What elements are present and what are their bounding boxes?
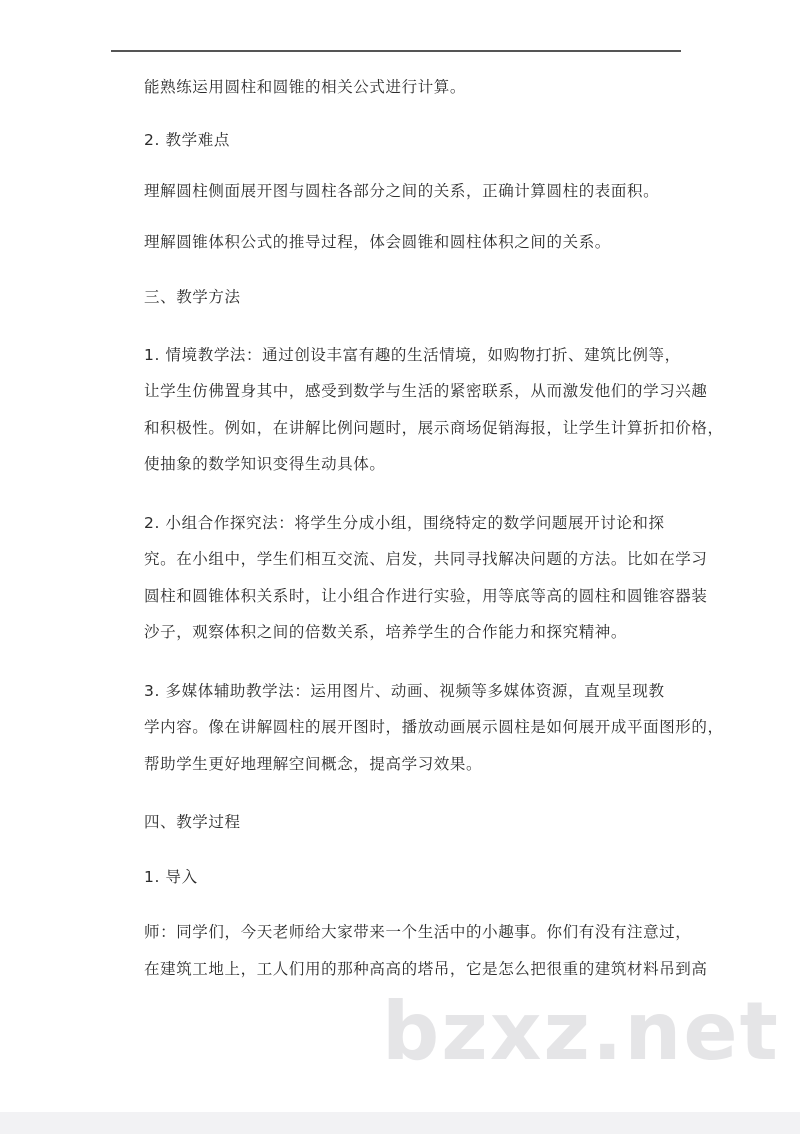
paragraph-line: 圆柱和圆锥体积关系时，让小组合作进行实验，用等底等高的圆柱和圆锥容器装 xyxy=(144,587,708,605)
header-rule xyxy=(111,50,681,52)
section-heading: 三、教学方法 xyxy=(144,288,241,306)
paragraph-line: 究。在小组中，学生们相互交流、启发，共同寻找解决问题的方法。比如在学习 xyxy=(144,550,708,568)
paragraph-line: 1. 情境教学法：通过创设丰富有趣的生活情境，如购物打折、建筑比例等， xyxy=(144,346,681,364)
paragraph-line: 在建筑工地上，工人们用的那种高高的塔吊，它是怎么把很重的建筑材料吊到高 xyxy=(144,960,708,978)
paragraph-line: 使抽象的数学知识变得生动具体。 xyxy=(144,455,386,473)
paragraph-line: 理解圆锥体积公式的推导过程，体会圆锥和圆柱体积之间的关系。 xyxy=(144,233,611,251)
paragraph-line: 学内容。像在讲解圆柱的展开图时，播放动画展示圆柱是如何展开成平面图形的， xyxy=(144,718,724,736)
paragraph-line: 沙子，观察体积之间的倍数关系，培养学生的合作能力和探究精神。 xyxy=(144,623,628,641)
section-heading: 2. 教学难点 xyxy=(144,131,230,149)
paragraph-line: 2. 小组合作探究法：将学生分成小组，围绕特定的数学问题展开讨论和探 xyxy=(144,514,665,532)
paragraph-line: 理解圆柱侧面展开图与圆柱各部分之间的关系，正确计算圆柱的表面积。 xyxy=(144,182,660,200)
paragraph-line: 帮助学生更好地理解空间概念，提高学习效果。 xyxy=(144,755,483,773)
paragraph-line: 师：同学们，今天老师给大家带来一个生活中的小趣事。你们有没有注意过， xyxy=(144,923,692,941)
watermark-text: bzxz.net xyxy=(382,985,780,1078)
paragraph-line: 和积极性。例如，在讲解比例问题时，展示商场促销海报，让学生计算折扣价格， xyxy=(144,419,724,437)
paragraph-line: 让学生仿佛置身其中，感受到数学与生活的紧密联系，从而激发他们的学习兴趣 xyxy=(144,382,708,400)
paragraph-line: 3. 多媒体辅助教学法：运用图片、动画、视频等多媒体资源，直观呈现教 xyxy=(144,682,665,700)
page-bottom-band xyxy=(0,1112,800,1134)
paragraph-line: 能熟练运用圆柱和圆锥的相关公式进行计算。 xyxy=(144,78,467,96)
section-heading: 1. 导入 xyxy=(144,868,198,886)
section-heading: 四、教学过程 xyxy=(144,813,241,831)
